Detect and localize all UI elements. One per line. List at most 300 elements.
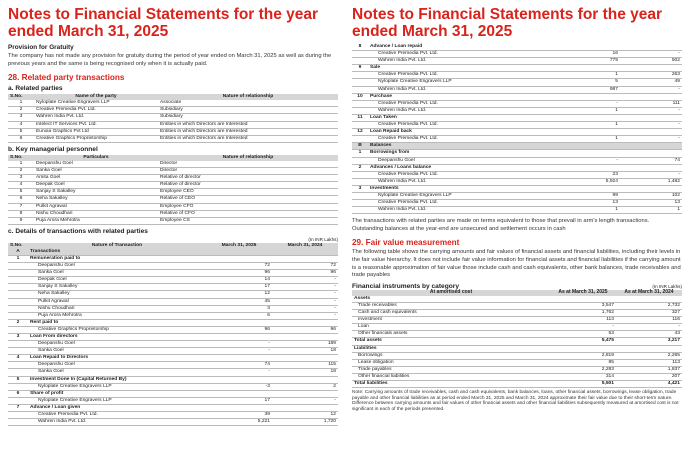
table-cell: 1 <box>558 207 620 214</box>
table-cell: 13 <box>620 200 682 207</box>
table-cell: Sanka Goel <box>28 369 206 376</box>
table-cell <box>558 65 620 72</box>
table-cell: 17 <box>206 397 272 404</box>
table-cell: Wahren India Pvt. Ltd. <box>28 419 206 426</box>
table-cell <box>8 291 28 298</box>
table-row <box>8 348 338 355</box>
gratuity-text: The company has not made any provision for gratuity during the period of year ended on March 31, 2025 as well as during the previous years and the same is being recognised only when it is actually paid. <box>8 53 332 67</box>
table-cell: Total assets <box>352 338 550 345</box>
table-cell: 1 <box>558 72 620 79</box>
table-cell <box>352 171 368 178</box>
table-cell: Advance / Loan repaid <box>368 44 558 51</box>
table-cell <box>558 150 620 157</box>
table-row <box>352 324 682 331</box>
table-row <box>8 107 338 114</box>
table-cell: 12 <box>272 412 338 419</box>
table-cell <box>558 93 620 100</box>
table-cell: 6 <box>8 390 28 397</box>
table-cell: 102 <box>620 192 682 199</box>
table-cell: Rent paid to <box>28 319 206 326</box>
table-cell: 1,837 <box>616 366 682 373</box>
table-cell: 2 <box>8 319 28 326</box>
table-cell <box>352 178 368 185</box>
table-cell: Nishu Choudhari <box>28 305 206 312</box>
table-row <box>8 284 338 291</box>
table-cell <box>8 362 28 369</box>
table-row <box>352 100 682 107</box>
table-cell <box>8 412 28 419</box>
table-cell: Creative Premedia Pvt. Ltd. <box>368 171 558 178</box>
table-cell: 987 <box>558 86 620 93</box>
table-cell: - <box>558 157 620 164</box>
table-cell: Loan <box>352 324 550 331</box>
table-cell <box>272 404 338 411</box>
table-cell: Eunoia Graphics Pvt Ltd <box>34 128 158 135</box>
table-row <box>8 397 338 404</box>
table-cell: - <box>206 341 272 348</box>
table-cell: - <box>550 324 616 331</box>
table-cell: 4 <box>8 121 34 128</box>
table-cell: - <box>272 298 338 305</box>
table-cell <box>620 93 682 100</box>
col-header: S.No. <box>8 243 28 249</box>
table-cell <box>558 143 620 150</box>
table-cell: - <box>620 51 682 58</box>
table-cell: - <box>272 277 338 284</box>
table-cell: 6 <box>8 135 34 142</box>
table-row <box>352 207 682 214</box>
table-cell: 116 <box>616 317 682 324</box>
table-cell: Creative Premedia Pvt. Ltd. <box>28 412 206 419</box>
table-cell: 3,547 <box>550 303 616 310</box>
table-cell: 72 <box>272 263 338 270</box>
table-cell: Wahren India Pvt. Ltd. <box>34 114 158 121</box>
table-cell: 263 <box>620 72 682 79</box>
table-cell: 16 <box>558 51 620 58</box>
table-cell: - <box>272 291 338 298</box>
table-cell: Intelect IT Services Pvt. Ltd. <box>34 121 158 128</box>
table-row <box>8 419 338 426</box>
table-cell: 13 <box>558 200 620 207</box>
table-cell <box>620 65 682 72</box>
table-cell: Liabilities <box>352 345 550 352</box>
table-cell: Creative Premedia Pvt. Ltd. <box>368 136 558 143</box>
table-cell: Deepanshu Goel <box>34 161 158 168</box>
table-cell: Creative Graphics Proprietorship <box>34 135 158 142</box>
table-row <box>8 376 338 383</box>
table-row <box>8 291 338 298</box>
table-cell <box>558 44 620 51</box>
col-header: As at March 31, 2025 <box>550 290 616 296</box>
table-cell: Trade receivables <box>352 303 550 310</box>
fair-value-text: The following table shows the carrying amounts and fair values of financial assets and financial liabilities, including their levels in the fair value hierarchy. It does not include fair value information for financial assets and financial liabilities if the carrying amount is a reasonable approximation of fair value those include cash and cash equivalents, other bank balances, trade receivables and trade payables <box>352 249 681 279</box>
table-cell <box>272 334 338 341</box>
table-cell: 5 <box>8 189 34 196</box>
table-row <box>8 135 338 142</box>
table-cell: 327 <box>616 310 682 317</box>
table-cell <box>206 319 272 326</box>
table-cell: Creative Premedia Pvt. Ltd. <box>368 200 558 207</box>
table-row <box>8 319 338 326</box>
table-row <box>8 298 338 305</box>
table-cell <box>352 157 368 164</box>
table-row <box>352 359 682 366</box>
table-row <box>8 341 338 348</box>
table-cell: Sanka Goel <box>34 168 158 175</box>
table-cell: Relative of director <box>158 182 338 189</box>
table-row <box>8 390 338 397</box>
table-cell: 9 <box>352 65 368 72</box>
table-cell: Loan Taken <box>368 114 558 121</box>
table-cell: Deepanshu Goel <box>28 263 206 270</box>
table-cell: - <box>272 312 338 319</box>
table-cell: Director <box>158 161 338 168</box>
col-header: At amortised cost <box>352 290 550 296</box>
table-cell: Puja Arora Mehrotra <box>34 217 158 224</box>
table-cell: Employee CEO <box>158 189 338 196</box>
table-row <box>8 121 338 128</box>
table-cell: Creative Premedia Pvt. Ltd. <box>34 107 158 114</box>
table-cell: Nyloplate Creative Engravers LLP <box>28 383 206 390</box>
table-cell <box>558 114 620 121</box>
table-cell: Balances <box>368 143 558 150</box>
table-cell: 5,475 <box>550 338 616 345</box>
col-header: Nature of relationship <box>158 94 338 100</box>
fair-value-heading: 29. Fair value measurement <box>352 238 460 248</box>
table-cell: Relative of director <box>158 175 338 182</box>
table-cell: 7 <box>8 404 28 411</box>
table-cell: Investments <box>368 185 558 192</box>
table-cell: 9 <box>8 217 34 224</box>
table-cell: 113 <box>616 359 682 366</box>
table-row <box>8 255 338 262</box>
table-cell <box>620 164 682 171</box>
table-cell: Nyloplate Creative Engravers LLP <box>28 397 206 404</box>
table-cell: Sanka Goel <box>28 348 206 355</box>
table-cell: Associate <box>158 100 338 107</box>
table-cell: Lease obligation <box>352 359 550 366</box>
table-cell: 8 <box>352 44 368 51</box>
table-cell: Nishu Choudhari <box>34 210 158 217</box>
table-cell <box>352 107 368 114</box>
table-row <box>352 338 682 345</box>
table-row <box>352 114 682 121</box>
table-cell <box>206 255 272 262</box>
table-cell <box>352 72 368 79</box>
table-row <box>352 44 682 51</box>
table-cell: 96 <box>206 326 272 333</box>
table-cell: 1 <box>352 150 368 157</box>
table-cell: Director <box>158 168 338 175</box>
table-cell: 779 <box>558 58 620 65</box>
table-cell: Entities in which Directors are Interested <box>158 135 338 142</box>
table-cell <box>550 296 616 303</box>
table-cell: - <box>272 305 338 312</box>
section-row <box>8 249 338 256</box>
table-cell <box>8 397 28 404</box>
table-cell: 17 <box>206 284 272 291</box>
fi-note: Note: Carrying amounts of trade receivables, cash and cash equivalents, bank balances, loans, other financial assets, borrowings, lease obligation, trade payable and other financial liabilities as at period ended March 31, 2025 and March 31, 2024 approximate their fair value due to their short-term nature. Difference between carrying amounts and fair values of other financial assets and other financial liabilities subsequently measured at amortised cost is not significant in each of the periods presented. <box>352 390 679 412</box>
table-cell: 1,762 <box>550 310 616 317</box>
table-cell <box>550 345 616 352</box>
financial-instruments-table <box>352 290 682 388</box>
col-header: S.No. <box>8 94 34 100</box>
table-row <box>8 412 338 419</box>
table-cell: 3 <box>8 175 34 182</box>
table-cell: 1 <box>558 122 620 129</box>
table-cell <box>616 296 682 303</box>
right-page <box>352 0 682 464</box>
table-cell: - <box>616 324 682 331</box>
table-cell <box>272 376 338 383</box>
table-cell: - <box>272 284 338 291</box>
table-cell: A <box>8 249 28 256</box>
table-row <box>352 164 682 171</box>
table-cell <box>8 298 28 305</box>
table-cell: Trade payables <box>352 366 550 373</box>
table-cell <box>352 86 368 93</box>
table-cell: Wahren India Pvt. Ltd. <box>368 178 558 185</box>
table-cell: 23 <box>558 171 620 178</box>
table-cell: 1 <box>8 255 28 262</box>
table-cell: 2 <box>272 383 338 390</box>
table-cell: - <box>206 348 272 355</box>
table-cell: Remuneration paid to <box>28 255 206 262</box>
col-header: March 31, 2025 <box>206 243 272 249</box>
table-cell: Relative of CEO <box>158 196 338 203</box>
table-cell: 3 <box>8 334 28 341</box>
table-row <box>8 128 338 135</box>
table-cell <box>352 79 368 86</box>
left-page <box>8 0 338 464</box>
table-cell <box>206 376 272 383</box>
table-cell: Creative Premedia Pvt. Ltd. <box>368 51 558 58</box>
table-cell: 96 <box>272 270 338 277</box>
kmp-table <box>8 155 338 225</box>
table-cell: 5,924 <box>558 178 620 185</box>
table-row <box>352 317 682 324</box>
table-cell: Sanka Goel <box>28 270 206 277</box>
unit-note: (In INR Lakhs) <box>652 283 682 289</box>
table-cell: Total liabilities <box>352 381 550 388</box>
table-row <box>352 129 682 136</box>
table-row <box>352 185 682 192</box>
table-cell: Nyloplate Creative Engravers LLP <box>368 192 558 199</box>
table-cell <box>620 185 682 192</box>
table-row <box>352 150 682 157</box>
table-cell: Deepak Goel <box>34 182 158 189</box>
table-row <box>8 369 338 376</box>
table-cell: 96 <box>206 270 272 277</box>
table-cell: 2,732 <box>616 303 682 310</box>
table-row <box>352 303 682 310</box>
table-cell <box>206 334 272 341</box>
table-cell: Investment <box>352 317 550 324</box>
related-parties-table <box>8 94 338 143</box>
table-cell: 5 <box>8 128 34 135</box>
table-cell <box>620 143 682 150</box>
table-cell <box>352 192 368 199</box>
table-cell <box>272 249 338 256</box>
table-cell: Purchase <box>368 93 558 100</box>
page-title: Notes to Financial Statements for the year ended March 31, 2025 <box>8 6 319 40</box>
table-cell: - <box>206 369 272 376</box>
transactions-table-continued <box>352 44 682 214</box>
table-row <box>352 200 682 207</box>
table-cell: 1,720 <box>272 419 338 426</box>
table-cell: Neha Sakalley <box>34 196 158 203</box>
table-cell: Entities in which Directors are Interested <box>158 128 338 135</box>
table-cell: Investment Done In (Capital Returned By) <box>28 376 206 383</box>
table-cell: 39 <box>206 412 272 419</box>
table-row <box>352 79 682 86</box>
table-row <box>8 270 338 277</box>
table-cell: 1,482 <box>620 178 682 185</box>
table-cell: 18 <box>272 348 338 355</box>
table-cell: Borrowings <box>352 352 550 359</box>
table-row <box>352 122 682 129</box>
table-cell: Deepanshu Goel <box>28 341 206 348</box>
table-cell: 12 <box>352 129 368 136</box>
table-cell: B <box>352 143 368 150</box>
table-row <box>8 217 338 224</box>
table-row <box>352 65 682 72</box>
unit-note: (In INR Lakhs) <box>308 236 338 242</box>
table-cell: 53 <box>550 331 616 338</box>
table-cell: 4 <box>8 182 34 189</box>
table-cell: 2,283 <box>550 366 616 373</box>
table-cell <box>620 150 682 157</box>
table-cell: 85 <box>550 359 616 366</box>
table-cell: Employee CS <box>158 217 338 224</box>
table-cell: 1 <box>558 107 620 114</box>
table-cell: Sale <box>368 65 558 72</box>
table-cell <box>8 348 28 355</box>
table-cell <box>8 419 28 426</box>
table-cell <box>8 263 28 270</box>
table-cell: Loan Repaid to Directors <box>28 355 206 362</box>
table-cell: 74 <box>620 157 682 164</box>
table-cell: Other financials assets <box>352 331 550 338</box>
table-cell: Wahren India Pvt. Ltd. <box>368 58 558 65</box>
table-cell <box>8 305 28 312</box>
table-cell: 5 <box>558 79 620 86</box>
table-cell: 1 <box>8 100 34 107</box>
table-cell: 2 <box>352 164 368 171</box>
table-cell: Sanjay S Sakalley <box>34 189 158 196</box>
table-cell: 11 <box>352 114 368 121</box>
table-row <box>8 383 338 390</box>
table-cell: 99 <box>558 192 620 199</box>
table-cell: 43 <box>616 331 682 338</box>
table-cell <box>8 270 28 277</box>
table-cell: Nyloplate Creative Engravers LLP <box>368 79 558 86</box>
related-parties-heading: a. Related parties <box>8 85 63 93</box>
table-cell <box>558 129 620 136</box>
table-cell: Sanjay S Sakalley <box>28 284 206 291</box>
table-cell: 189 <box>272 341 338 348</box>
table-cell <box>558 185 620 192</box>
related-party-heading: 28. Related party transactions <box>8 73 125 83</box>
col-header: Nature of Transaction <box>28 243 206 249</box>
table-cell: 2,819 <box>550 352 616 359</box>
table-cell <box>352 51 368 58</box>
table-cell <box>272 255 338 262</box>
table-cell <box>352 58 368 65</box>
table-row <box>8 326 338 333</box>
table-cell <box>8 312 28 319</box>
table-cell: 6 <box>206 312 272 319</box>
table-cell: 3,217 <box>616 338 682 345</box>
table-row <box>8 203 338 210</box>
table-cell: 5 <box>8 376 28 383</box>
table-cell: 3 <box>206 305 272 312</box>
table-row <box>352 345 682 352</box>
table-cell: 314 <box>550 373 616 380</box>
table-cell: Other financial liabilities <box>352 373 550 380</box>
table-cell: 2 <box>8 107 34 114</box>
transactions-table <box>8 243 338 426</box>
table-row <box>352 86 682 93</box>
col-header: Nature of relationship <box>158 155 338 161</box>
table-cell: Employee CFO <box>158 203 338 210</box>
table-cell: Advance / Loan given <box>28 404 206 411</box>
table-cell: - <box>558 100 620 107</box>
table-cell: 207 <box>616 373 682 380</box>
table-cell: Nyloplate Creative Engravers LLP <box>34 100 158 107</box>
table-cell: Deepak Goel <box>28 277 206 284</box>
table-cell: 2,265 <box>616 352 682 359</box>
table-cell: Transactions <box>28 249 206 256</box>
table-cell <box>352 100 368 107</box>
table-row <box>352 331 682 338</box>
table-cell: 1 <box>8 161 34 168</box>
table-cell <box>8 369 28 376</box>
table-cell: Creative Premedia Pvt. Ltd. <box>368 100 558 107</box>
table-row <box>352 373 682 380</box>
table-row <box>8 189 338 196</box>
table-row <box>352 178 682 185</box>
table-cell: Wahren India Pvt. Ltd. <box>368 207 558 214</box>
table-cell: Loan From directors <box>28 334 206 341</box>
table-cell: Relative of CFO <box>158 210 338 217</box>
table-cell: Loan Repaid back <box>368 129 558 136</box>
table-cell: Creative Premedia Pvt. Ltd. <box>368 72 558 79</box>
transactions-heading: c. Details of transactions with related parties <box>8 227 148 235</box>
table-cell: 72 <box>206 263 272 270</box>
col-header: S.No. <box>8 155 34 161</box>
table-cell <box>206 404 272 411</box>
table-cell: Deepanshu Goel <box>28 362 206 369</box>
table-cell: Wahren India Pvt. Ltd. <box>368 107 558 114</box>
table-cell: Subsidiary <box>158 114 338 121</box>
table-cell <box>620 114 682 121</box>
table-cell: 1 <box>558 136 620 143</box>
table-cell: -3 <box>206 383 272 390</box>
table-row <box>8 404 338 411</box>
table-row <box>8 210 338 217</box>
table-cell: 10 <box>352 93 368 100</box>
table-row <box>8 355 338 362</box>
col-header: Name of the party <box>34 94 158 100</box>
table-row <box>8 100 338 107</box>
section-row <box>352 143 682 150</box>
table-cell: 115 <box>272 362 338 369</box>
table-cell: Amita Goel <box>34 175 158 182</box>
fi-heading: Financial instruments by category <box>352 282 459 290</box>
table-row <box>352 51 682 58</box>
table-cell: 1 <box>620 207 682 214</box>
